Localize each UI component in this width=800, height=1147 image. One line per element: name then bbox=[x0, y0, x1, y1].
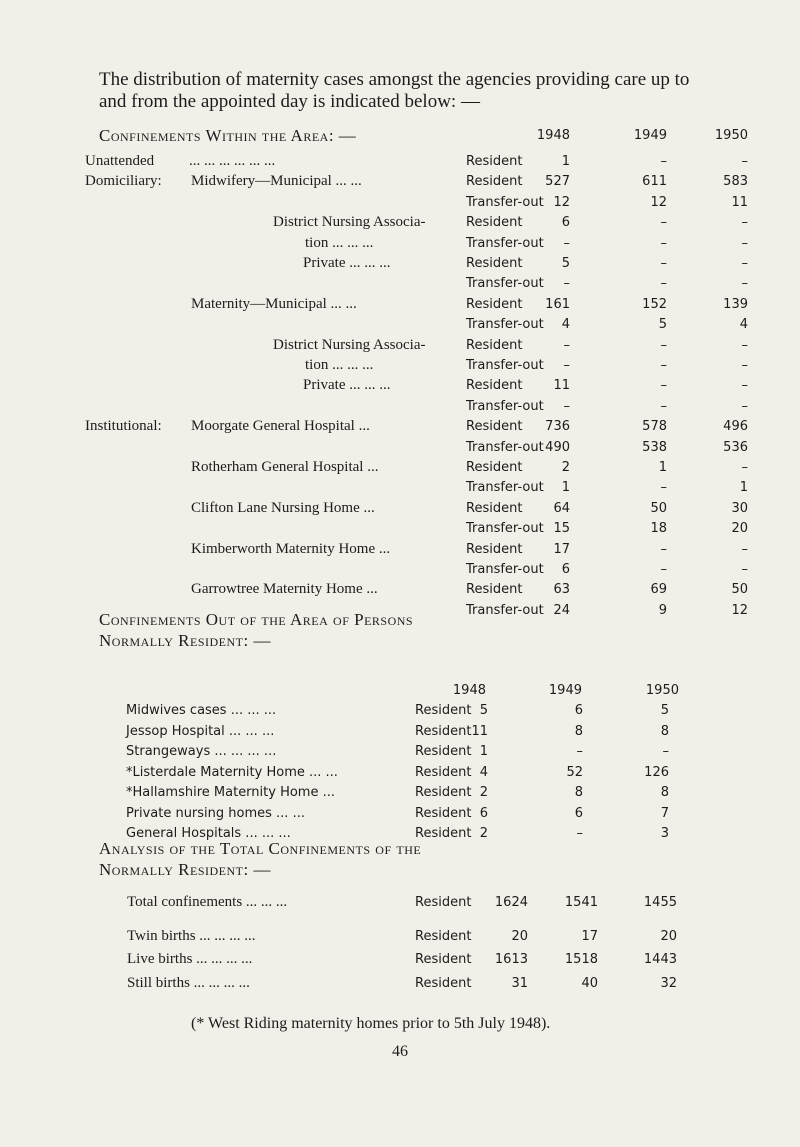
cell-value: 1 bbox=[479, 744, 488, 759]
cell-value: 32 bbox=[660, 976, 677, 991]
case-type: Transfer-out bbox=[466, 521, 544, 536]
cell-value: 8 bbox=[660, 785, 669, 800]
cell-value: – bbox=[662, 744, 669, 759]
case-type: Resident bbox=[466, 256, 523, 271]
year-header: 1948 bbox=[452, 683, 486, 698]
cell-value: – bbox=[660, 542, 667, 557]
case-type: Resident bbox=[415, 785, 472, 800]
cell-value: 1443 bbox=[643, 952, 677, 967]
agency-label: ... ... ... ... ... ... bbox=[189, 153, 276, 169]
cell-value: 17 bbox=[581, 929, 598, 944]
row-label: Live births ... ... ... ... bbox=[127, 951, 253, 967]
cell-value: 12 bbox=[650, 195, 667, 210]
cell-value: 7 bbox=[660, 806, 669, 821]
cell-value: 496 bbox=[723, 419, 748, 434]
footnote: (* West Riding maternity homes prior to 5th July 1948). bbox=[191, 1015, 551, 1032]
cell-value: – bbox=[576, 826, 583, 841]
row-label: Jessop Hospital ... ... ... bbox=[126, 724, 275, 739]
agency-label: Private ... ... ... bbox=[303, 255, 391, 271]
agency-label: District Nursing Associa- bbox=[273, 337, 426, 353]
cell-value: 152 bbox=[642, 297, 667, 312]
row-label: Midwives cases ... ... ... bbox=[126, 703, 277, 718]
section1-title: Confinements Within the Area: — bbox=[99, 126, 357, 145]
cell-value: – bbox=[741, 562, 748, 577]
cell-value: 5 bbox=[479, 703, 488, 718]
case-type: Resident bbox=[415, 765, 472, 780]
intro-line-1: The distribution of maternity cases amongst the agencies providing care up to bbox=[99, 69, 690, 90]
year-header: 1950 bbox=[645, 683, 679, 698]
agency-label: Rotherham General Hospital ... bbox=[191, 459, 379, 475]
cell-value: – bbox=[660, 562, 667, 577]
case-type: Transfer-out bbox=[466, 317, 544, 332]
cell-value: 536 bbox=[723, 440, 748, 455]
cell-value: 69 bbox=[650, 582, 667, 597]
cell-value: 1 bbox=[739, 480, 748, 495]
cell-value: 1 bbox=[658, 460, 667, 475]
cell-value: – bbox=[660, 256, 667, 271]
cell-value: 9 bbox=[658, 603, 667, 618]
case-type: Transfer-out bbox=[466, 399, 544, 414]
case-type: Resident bbox=[415, 806, 472, 821]
cell-value: 30 bbox=[731, 501, 748, 516]
category-label: Domiciliary: bbox=[85, 173, 162, 189]
cell-value: 15 bbox=[553, 521, 570, 536]
cell-value: 4 bbox=[479, 765, 488, 780]
case-type: Transfer-out bbox=[466, 603, 544, 618]
case-type: Transfer-out bbox=[466, 276, 544, 291]
case-type: Resident bbox=[415, 952, 472, 967]
cell-value: 31 bbox=[511, 976, 528, 991]
cell-value: – bbox=[563, 236, 570, 251]
cell-value: 52 bbox=[566, 765, 583, 780]
cell-value: 4 bbox=[739, 317, 748, 332]
year-header: 1949 bbox=[633, 128, 667, 143]
cell-value: 736 bbox=[545, 419, 570, 434]
cell-value: – bbox=[660, 399, 667, 414]
cell-value: 3 bbox=[660, 826, 669, 841]
cell-value: 1624 bbox=[494, 895, 528, 910]
cell-value: 6 bbox=[561, 562, 570, 577]
cell-value: – bbox=[660, 480, 667, 495]
cell-value: 12 bbox=[553, 195, 570, 210]
cell-value: 20 bbox=[660, 929, 677, 944]
case-type: Resident bbox=[415, 826, 472, 841]
cell-value: 8 bbox=[574, 785, 583, 800]
case-type: Transfer-out bbox=[466, 358, 544, 373]
cell-value: 1 bbox=[561, 154, 570, 169]
cell-value: 1613 bbox=[494, 952, 528, 967]
section2-title-line-2: Normally Resident: — bbox=[99, 631, 271, 650]
agency-label: Kimberworth Maternity Home ... bbox=[191, 541, 391, 557]
cell-value: 490 bbox=[545, 440, 570, 455]
year-header: 1949 bbox=[548, 683, 582, 698]
category-label: Unattended bbox=[85, 153, 155, 169]
case-type: Resident bbox=[415, 976, 472, 991]
section3-title-line-1: Analysis of the Total Confinements of the bbox=[99, 839, 422, 858]
cell-value: 64 bbox=[553, 501, 570, 516]
cell-value: 2 bbox=[479, 785, 488, 800]
case-type: Resident bbox=[466, 338, 523, 353]
cell-value: 1518 bbox=[564, 952, 598, 967]
cell-value: 11 bbox=[471, 724, 488, 739]
case-type: Resident bbox=[466, 501, 523, 516]
cell-value: 5 bbox=[561, 256, 570, 271]
case-type: Resident bbox=[466, 460, 523, 475]
cell-value: – bbox=[660, 215, 667, 230]
cell-value: 18 bbox=[650, 521, 667, 536]
cell-value: 50 bbox=[650, 501, 667, 516]
agency-label: Clifton Lane Nursing Home ... bbox=[191, 500, 375, 516]
intro-line-2: and from the appointed day is indicated below: — bbox=[99, 91, 480, 112]
cell-value: – bbox=[741, 154, 748, 169]
agency-label: Private ... ... ... bbox=[303, 377, 391, 393]
cell-value: 538 bbox=[642, 440, 667, 455]
case-type: Transfer-out bbox=[466, 195, 544, 210]
case-type: Resident bbox=[466, 378, 523, 393]
cell-value: – bbox=[741, 460, 748, 475]
cell-value: 6 bbox=[574, 806, 583, 821]
cell-value: – bbox=[660, 378, 667, 393]
cell-value: 578 bbox=[642, 419, 667, 434]
row-label: *Hallamshire Maternity Home ... bbox=[126, 785, 335, 800]
cell-value: 4 bbox=[561, 317, 570, 332]
row-label: Still births ... ... ... ... bbox=[127, 975, 250, 991]
cell-value: 2 bbox=[561, 460, 570, 475]
case-type: Resident bbox=[466, 542, 523, 557]
cell-value: – bbox=[576, 744, 583, 759]
cell-value: 1541 bbox=[564, 895, 598, 910]
case-type: Resident bbox=[466, 174, 523, 189]
cell-value: 6 bbox=[561, 215, 570, 230]
year-header: 1950 bbox=[714, 128, 748, 143]
agency-label: Moorgate General Hospital ... bbox=[191, 418, 370, 434]
case-type: Resident bbox=[466, 154, 523, 169]
cell-value: 5 bbox=[660, 703, 669, 718]
case-type: Resident bbox=[466, 419, 523, 434]
row-label: *Listerdale Maternity Home ... ... bbox=[126, 765, 338, 780]
agency-label: Midwifery—Municipal ... ... bbox=[191, 173, 362, 189]
cell-value: 611 bbox=[642, 174, 667, 189]
case-type: Resident bbox=[466, 215, 523, 230]
case-type: Transfer-out bbox=[466, 236, 544, 251]
cell-value: 11 bbox=[553, 378, 570, 393]
cell-value: – bbox=[741, 236, 748, 251]
cell-value: 11 bbox=[731, 195, 748, 210]
cell-value: – bbox=[660, 276, 667, 291]
case-type: Resident bbox=[415, 703, 472, 718]
year-header: 1948 bbox=[536, 128, 570, 143]
row-label: Private nursing homes ... ... bbox=[126, 806, 305, 821]
cell-value: – bbox=[563, 358, 570, 373]
cell-value: – bbox=[660, 154, 667, 169]
agency-label: Garrowtree Maternity Home ... bbox=[191, 581, 378, 597]
cell-value: 6 bbox=[479, 806, 488, 821]
cell-value: – bbox=[741, 542, 748, 557]
agency-label: tion ... ... ... bbox=[305, 357, 374, 373]
case-type: Resident bbox=[415, 929, 472, 944]
agency-label: tion ... ... ... bbox=[305, 235, 374, 251]
cell-value: – bbox=[563, 276, 570, 291]
case-type: Resident bbox=[415, 895, 472, 910]
row-label: Twin births ... ... ... ... bbox=[127, 928, 256, 944]
row-label: Total confinements ... ... ... bbox=[127, 894, 288, 910]
cell-value: 63 bbox=[553, 582, 570, 597]
section2-title-line-1: Confinements Out of the Area of Persons bbox=[99, 610, 414, 629]
cell-value: 126 bbox=[644, 765, 669, 780]
cell-value: – bbox=[660, 338, 667, 353]
cell-value: – bbox=[741, 215, 748, 230]
cell-value: 20 bbox=[731, 521, 748, 536]
cell-value: 8 bbox=[660, 724, 669, 739]
case-type: Resident bbox=[415, 724, 472, 739]
cell-value: – bbox=[741, 256, 748, 271]
row-label: General Hospitals ... ... ... bbox=[126, 826, 291, 841]
case-type: Transfer-out bbox=[466, 562, 544, 577]
section3-title-line-2: Normally Resident: — bbox=[99, 860, 271, 879]
case-type: Resident bbox=[415, 744, 472, 759]
cell-value: 1455 bbox=[643, 895, 677, 910]
cell-value: – bbox=[660, 236, 667, 251]
cell-value: – bbox=[741, 378, 748, 393]
cell-value: – bbox=[741, 358, 748, 373]
cell-value: 1 bbox=[561, 480, 570, 495]
cell-value: – bbox=[741, 399, 748, 414]
cell-value: 139 bbox=[723, 297, 748, 312]
cell-value: 17 bbox=[553, 542, 570, 557]
page-number: 46 bbox=[392, 1043, 408, 1060]
cell-value: – bbox=[741, 338, 748, 353]
cell-value: 161 bbox=[545, 297, 570, 312]
cell-value: 583 bbox=[723, 174, 748, 189]
cell-value: – bbox=[563, 399, 570, 414]
cell-value: 2 bbox=[479, 826, 488, 841]
cell-value: 8 bbox=[574, 724, 583, 739]
case-type: Transfer-out bbox=[466, 440, 544, 455]
cell-value: 12 bbox=[731, 603, 748, 618]
cell-value: 527 bbox=[545, 174, 570, 189]
cell-value: – bbox=[741, 276, 748, 291]
cell-value: – bbox=[660, 358, 667, 373]
category-label: Institutional: bbox=[85, 418, 162, 434]
cell-value: – bbox=[563, 338, 570, 353]
case-type: Transfer-out bbox=[466, 480, 544, 495]
cell-value: 6 bbox=[574, 703, 583, 718]
cell-value: 20 bbox=[511, 929, 528, 944]
cell-value: 5 bbox=[658, 317, 667, 332]
agency-label: Maternity—Municipal ... ... bbox=[191, 296, 357, 312]
case-type: Resident bbox=[466, 297, 523, 312]
row-label: Strangeways ... ... ... ... bbox=[126, 744, 277, 759]
cell-value: 40 bbox=[581, 976, 598, 991]
agency-label: District Nursing Associa- bbox=[273, 214, 426, 230]
cell-value: 50 bbox=[731, 582, 748, 597]
cell-value: 24 bbox=[553, 603, 570, 618]
case-type: Resident bbox=[466, 582, 523, 597]
